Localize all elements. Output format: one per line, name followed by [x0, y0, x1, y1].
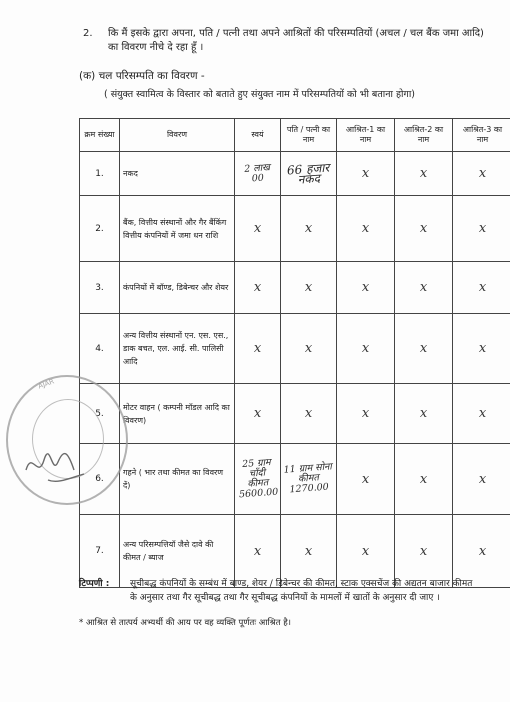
row-serial: 1.: [80, 152, 120, 196]
handwritten-value: 2 लाख 00: [243, 161, 271, 184]
header-self: स्वयं: [235, 119, 281, 152]
row-dep2-value: [395, 314, 453, 384]
cross-mark: x: [253, 341, 262, 356]
header-dependent-1: आश्रित-1 का नाम: [337, 119, 395, 152]
row-description: गहने ( भार तथा कीमत का विवरण दें): [120, 444, 235, 515]
cross-mark: x: [419, 280, 428, 295]
cross-mark: x: [361, 341, 370, 356]
row-serial: 5.: [80, 384, 120, 444]
row-dep2-value: [395, 384, 453, 444]
cross-mark: x: [361, 471, 370, 487]
cross-mark: x: [253, 406, 262, 421]
row-self-value: [235, 152, 281, 196]
movable-assets-table: [79, 118, 510, 588]
header-dependent-3: आश्रित-3 का नाम: [453, 119, 510, 152]
cross-mark: x: [419, 543, 428, 559]
row-dep3-value: [453, 384, 510, 444]
row-dep2-value: [395, 444, 453, 515]
row-self-value: [235, 314, 281, 384]
row-dep1-value: [337, 262, 395, 314]
row-spouse-value: [281, 444, 337, 515]
cross-mark: x: [478, 543, 487, 559]
row-dep1-value: [337, 444, 395, 515]
row-self-value: [235, 384, 281, 444]
cross-mark: x: [361, 221, 370, 236]
cross-mark: x: [419, 221, 428, 236]
header-dependent-2: आश्रित-2 का नाम: [395, 119, 453, 152]
handwritten-value: 66 हजार नकद: [286, 160, 330, 187]
row-dep1-value: [337, 314, 395, 384]
row-description: कंपनियों में बॉण्ड, डिबेन्चर और शेयर: [120, 262, 235, 314]
cross-mark: x: [419, 166, 428, 181]
row-dep1-value: [337, 152, 395, 196]
handwritten-value: 25 ग्राम चाँदी कीमत 5600.00: [238, 457, 279, 501]
row-dep3-value: [453, 196, 510, 262]
row-description: अन्य वित्तीय संस्थानों एन. एस. एस., डाक बचत, एल. आई. सी. पालिसी आदि: [120, 314, 235, 384]
table-row: [80, 384, 510, 444]
cross-mark: x: [478, 471, 487, 487]
signature-mark: [18, 440, 98, 490]
header-spouse: पति / पत्नी का नाम: [281, 119, 337, 152]
row-spouse-value: [281, 152, 337, 196]
row-self-value: [235, 262, 281, 314]
row-serial: 7.: [80, 515, 120, 588]
row-self-value: [235, 444, 281, 515]
header-serial: क्रम संख्या: [80, 119, 120, 152]
row-spouse-value: [281, 262, 337, 314]
header-description: विवरण: [120, 119, 235, 152]
cross-mark: x: [304, 280, 313, 295]
table-row: [80, 196, 510, 262]
cross-mark: x: [419, 341, 428, 356]
row-serial: 4.: [80, 314, 120, 384]
table-row: [80, 314, 510, 384]
row-dep1-value: [337, 196, 395, 262]
section-heading: (क) चल परिसम्पति का विवरण -: [79, 70, 205, 82]
row-serial: 6.: [80, 444, 120, 515]
row-dep2-value: [395, 196, 453, 262]
table-header-row: [80, 119, 510, 152]
cross-mark: x: [361, 406, 370, 421]
row-description: मोटर वाहन ( कम्पनी मॉडल आदि का विवरण): [120, 384, 235, 444]
row-description: नकद: [120, 152, 235, 196]
row-spouse-value: [281, 314, 337, 384]
row-dep3-value: [453, 262, 510, 314]
intro-paragraph: कि मैं इसके द्वारा अपना, पति / पत्नी तथा अपने आश्रितों की परिसम्पतियों (अचल / चल बैंक जमा आदि) का विवरण नीचे दे रहा हूँ ।: [108, 28, 484, 53]
cross-mark: x: [419, 471, 428, 487]
cross-mark: x: [253, 221, 262, 236]
row-serial: 2.: [80, 196, 120, 262]
cross-mark: x: [478, 280, 487, 295]
row-description: बैंक, वित्तीय संस्थानों और गैर बैंकिंग वित्तीय कंपनियों में जमा धन राशि: [120, 196, 235, 262]
row-spouse-value: [281, 196, 337, 262]
cross-mark: x: [478, 166, 487, 181]
cross-mark: x: [361, 280, 370, 295]
stamp-text: AJAR: [37, 377, 56, 391]
row-dep3-value: [453, 444, 510, 515]
dependent-note: * आश्रित से तात्पर्य अभ्यर्थी की आय पर वह व्यक्ति पूर्णतः आश्रित है।: [79, 618, 291, 628]
row-self-value: [235, 196, 281, 262]
row-spouse-value: [281, 384, 337, 444]
row-serial: 3.: [80, 262, 120, 314]
footnote-text: सूचीबद्ध कंपनियों के सम्बंध में बाण्ड, शेयर / डिबेन्चर की कीमत, स्टाक एक्सचेंज की अद्यतन बाजार कीमत के अनुसार तथा गैर सूचीबद्ध तथा गैर सूचीबद्ध कंपनियों के मामलों में खातों के अनुसार दी जाए ।: [130, 579, 473, 603]
cross-mark: x: [253, 280, 262, 295]
cross-mark: x: [304, 221, 313, 236]
cross-mark: x: [361, 166, 370, 181]
cross-mark: x: [304, 406, 313, 421]
handwritten-value: 11 ग्राम सोना कीमत 1270.00: [283, 461, 333, 496]
row-dep3-value: [453, 152, 510, 196]
cross-mark: x: [253, 543, 262, 559]
row-dep2-value: [395, 152, 453, 196]
row-dep2-value: [395, 262, 453, 314]
cross-mark: x: [478, 221, 487, 236]
cross-mark: x: [478, 406, 487, 421]
table-row: [80, 152, 510, 196]
cross-mark: x: [361, 543, 370, 559]
table-row: [80, 444, 510, 515]
cross-mark: x: [304, 341, 313, 356]
row-dep1-value: [337, 384, 395, 444]
cross-mark: x: [478, 341, 487, 356]
cross-mark: x: [304, 543, 313, 559]
section-note: ( संयुक्त स्वामित्व के विस्तार को बताते हुए संयुक्त नाम में परिसम्पतियों को भी बताना होगा): [104, 89, 416, 100]
row-dep3-value: [453, 314, 510, 384]
footnote-label: टिप्पणी :: [79, 579, 110, 589]
row-description: अन्य परिसम्पत्तियॉ जैसे दावे की कीमत / ब्याज: [120, 515, 235, 588]
cross-mark: x: [419, 406, 428, 421]
table-row: [80, 262, 510, 314]
paragraph-number: 2.: [83, 28, 93, 39]
